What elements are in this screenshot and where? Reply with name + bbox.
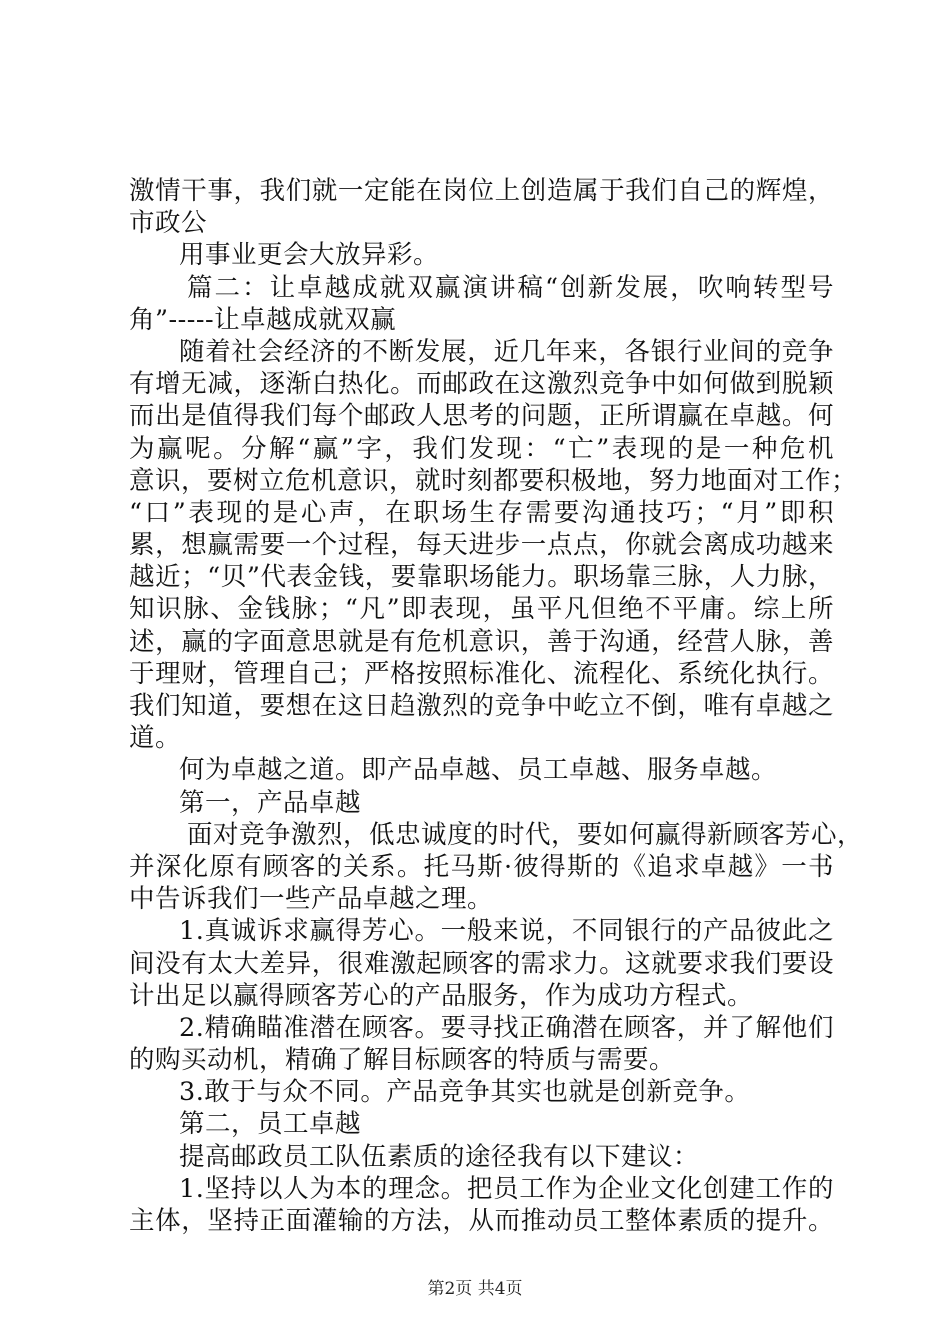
page-footer: 第2页 共4页 (427, 1279, 523, 1299)
text-line: 于理财，管理自己；严格按照标准化、流程化、系统化执行。 (129, 658, 834, 689)
text-line: 1.坚持以人为本的理念。把员工作为企业文化创建工作的 (179, 1173, 834, 1204)
text-line: 知识脉、金钱脉；“凡”即表现，虽平凡但绝不平庸。综上所 (129, 594, 834, 625)
text-line: 而出是值得我们每个邮政人思考的问题，正所谓赢在卓越。何 (129, 401, 834, 432)
text-line: 中告诉我们一些产品卓越之理。 (129, 884, 494, 915)
text-line: 第一，产品卓越 (179, 787, 362, 818)
text-line: 道。 (129, 723, 182, 754)
text-line: 面对竞争激烈，低忠诚度的时代，要如何赢得新顾客芳心， (187, 819, 864, 850)
text-line: 市政公 (129, 208, 208, 239)
text-line: 角”-----让卓越成就双赢 (129, 304, 397, 335)
text-line: 提高邮政员工队伍素质的途径我有以下建议： (179, 1141, 700, 1172)
text-line: 1.真诚诉求赢得芳心。一般来说，不同银行的产品彼此之 (179, 916, 834, 947)
text-line: 激情干事，我们就一定能在岗位上创造属于我们自己的辉煌， (129, 176, 834, 206)
text-line: 意识，要树立危机意识，就时刻都要积极地，努力地面对工作； (129, 465, 858, 496)
text-line: 篇二：让卓越成就双赢演讲稿“创新发展，吹响转型号 (187, 272, 834, 303)
text-line: 并深化原有顾客的关系。托马斯·彼得斯的《追求卓越》一书 (129, 851, 834, 882)
text-line: 随着社会经济的不断发展，近几年来，各银行业间的竞争 (179, 336, 834, 367)
text-line: 计出足以赢得顾客芳心的产品服务，作为成功方程式。 (129, 980, 754, 1011)
text-line: 第二，员工卓越 (179, 1109, 362, 1140)
text-line: 何为卓越之道。即产品卓越、员工卓越、服务卓越。 (179, 755, 778, 786)
text-line: 有增无减，逐渐白热化。而邮政在这激烈竞争中如何做到脱颖 (129, 369, 834, 400)
text-line: 为赢呢。分解“赢”字，我们发现：“亡”表现的是一种危机 (129, 433, 834, 464)
text-line: 2.精确瞄准潜在顾客。要寻找正确潜在顾客，并了解他们 (179, 1012, 834, 1043)
text-line: “口”表现的是心声，在职场生存需要沟通技巧；“月”即积 (129, 497, 834, 528)
text-line: 越近；“贝”代表金钱，要靠职场能力。职场靠三脉，人力脉， (129, 562, 834, 593)
text-line: 间没有太大差异，很难激起顾客的需求力。这就要求我们要设 (129, 948, 834, 979)
text-line: 累，想赢需要一个过程，每天进步一点点，你就会离成功越来 (129, 530, 834, 561)
text-line: 的购买动机，精确了解目标顾客的特质与需要。 (129, 1045, 676, 1076)
document-body (129, 175, 864, 1237)
text-line: 主体，坚持正面灌输的方法，从而推动员工整体素质的提升。 (129, 1206, 834, 1236)
text-line: 述，赢的字面意思就是有危机意识，善于沟通，经营人脉，善 (129, 626, 834, 657)
text-line: 3.敢于与众不同。产品竞争其实也就是创新竞争。 (179, 1077, 751, 1108)
text-line: 用事业更会大放异彩。 (179, 240, 440, 271)
text-line: 我们知道，要想在这日趋激烈的竞争中屹立不倒，唯有卓越之 (129, 691, 834, 721)
